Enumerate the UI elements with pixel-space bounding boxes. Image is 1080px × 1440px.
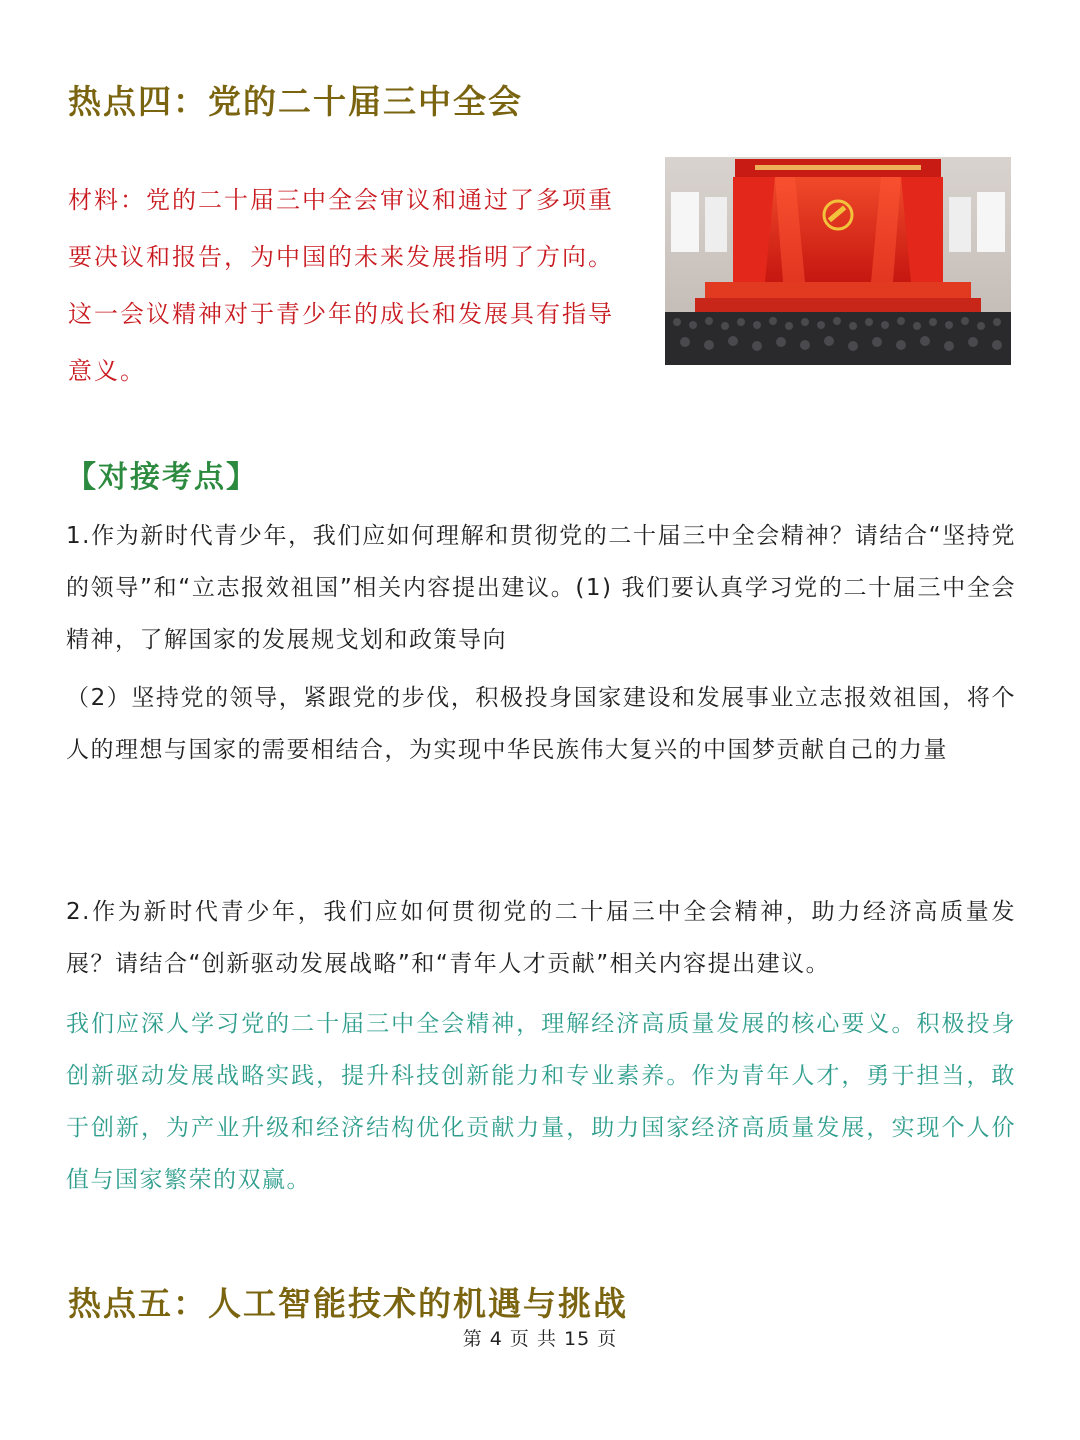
- material-text: 材料：党的二十届三中全会审议和通过了多项重要决议和报告，为中国的未来发展指明了方向。这一会议精神对于青少年的成长和发展具有指导意义。: [68, 186, 614, 385]
- page-number: 第 4 页 共 15 页: [462, 1328, 618, 1350]
- question-1-text: 1.作为新时代青少年，我们应如何理解和贯彻党的二十届三中全会精神？请结合“坚持党的领导”和“立志报效祖国”相关内容提出建议。(1) 我们要认真学习党的二十届三中全会精神，了解国家的发展规戈划和政策导向: [66, 523, 1016, 653]
- exam-points-heading: 【对接考点】: [66, 460, 258, 495]
- hotspot-4-title: 热点四：党的二十届三中全会: [68, 82, 523, 121]
- question-2-text: 2.作为新时代青少年，我们应如何贯彻党的二十届三中全会精神，助力经济高质量发展？请结合“创新驱动发展战略”和“青年人才贡献”相关内容提出建议。: [66, 899, 1016, 977]
- question-2-answer: 我们应深人学习党的二十届三中全会精神，理解经济高质量发展的核心要义。积极投身创新驱动发展战略实践，提升科技创新能力和专业素养。作为青年人才，勇于担当，敢于创新，为产业升级和经济结构优化贡献力量，助力国家经济高质量发展，实现个人价值与国家繁荣的双赢。: [66, 1011, 1016, 1193]
- hotspot-5-title: 热点五：人工智能技术的机遇与挑战: [68, 1284, 628, 1323]
- plenary-session-photo: [665, 157, 1011, 365]
- question-1-answer-2: （2）坚持党的领导，紧跟党的步伐，积极投身国家建设和发展事业立志报效祖国，将个人的理想与国家的需要相结合，为实现中华民族伟大复兴的中国梦贡献自己的力量: [66, 685, 1016, 763]
